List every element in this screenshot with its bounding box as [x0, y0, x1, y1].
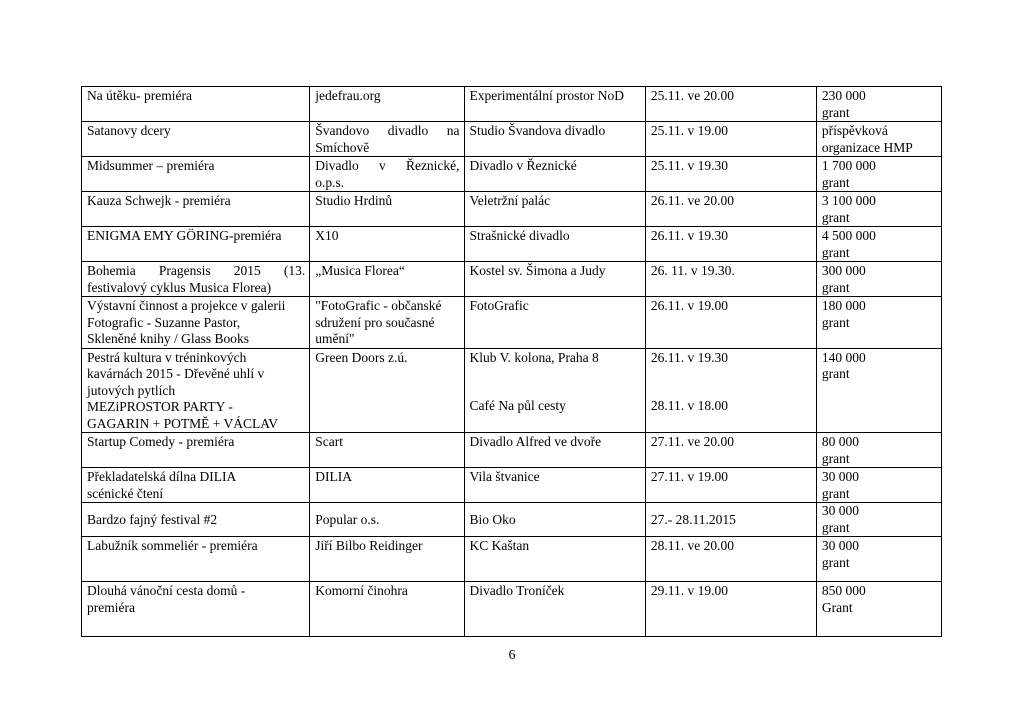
organizer: jedefrau.org — [315, 88, 381, 103]
venue-cell — [464, 503, 645, 537]
venue-cell — [464, 537, 645, 582]
amount: příspěvková — [821, 123, 888, 138]
venue: Vila štvanice — [469, 469, 540, 484]
event-name: ENIGMA EMY GÖRING-premiéra — [87, 228, 282, 243]
amount-cell — [816, 192, 941, 227]
date: 26.11. ve 20.00 — [650, 193, 735, 208]
organizer: Divadlo v Řeznické, — [315, 158, 460, 173]
date-cell — [645, 433, 816, 468]
event-name-line-2: Fotografic - Suzanne Pastor, — [87, 314, 241, 330]
venue: Bio Oko — [469, 511, 516, 527]
date-second-event: 28.11. v 18.00 — [650, 398, 729, 413]
venue-cell — [464, 348, 645, 433]
event-name: Překladatelská dílna DILIA — [87, 469, 237, 484]
table-row — [82, 433, 942, 468]
amount: 180 000 — [821, 298, 866, 313]
organizer: Jiří Bilbo Reidinger — [315, 538, 423, 553]
amount-cell — [816, 348, 941, 433]
organizer-line-2: o.p.s. — [315, 174, 345, 190]
organizer-cell — [310, 582, 464, 637]
organizer-cell — [310, 503, 464, 537]
amount-cell — [816, 537, 941, 582]
amount: 30 000 — [821, 538, 859, 553]
event-name: Výstavní činnost a projekce v galerii — [87, 298, 286, 313]
event-name-line-2: kavárnách 2015 - Dřevěné uhlí v — [87, 366, 265, 381]
event-name-cell — [82, 122, 310, 157]
table-row — [82, 122, 942, 157]
venue-cell — [464, 262, 645, 297]
amount-cell — [816, 297, 941, 349]
amount-cell — [816, 503, 941, 537]
date: 27.11. v 19.00 — [650, 469, 729, 484]
event-name: Na útěku- premiéra — [87, 88, 192, 103]
funding-type: grant — [821, 366, 850, 381]
table-row — [82, 468, 942, 503]
funding-type: grant — [821, 519, 850, 535]
venue: Kostel sv. Šimona a Judy — [469, 263, 606, 278]
venue: Divadlo v Řeznické — [469, 158, 577, 173]
funding-type: grant — [821, 244, 850, 260]
amount-cell — [816, 122, 941, 157]
table-row — [82, 537, 942, 582]
event-name-line-2: premiéra — [87, 599, 135, 615]
venue-cell — [464, 87, 645, 122]
organizer-cell — [310, 537, 464, 582]
table-row — [82, 157, 942, 192]
funding-type: grant — [821, 174, 850, 190]
amount: 30 000 — [821, 503, 859, 518]
event-name-line-3: jutových pytlích — [87, 382, 176, 398]
organizer-cell — [310, 348, 464, 433]
organizer: X10 — [315, 228, 339, 243]
amount-cell — [816, 87, 941, 122]
funding-type: grant — [821, 314, 850, 330]
amount: 30 000 — [821, 469, 859, 484]
venue: Studio Švandova divadlo — [469, 123, 606, 138]
date-cell — [645, 297, 816, 349]
date: 26.11. v 19.30 — [650, 228, 729, 243]
event-name-cell — [82, 468, 310, 503]
date: 27.- 28.11.2015 — [650, 511, 736, 527]
amount: 230 000 — [821, 88, 866, 103]
event-name-cell — [82, 157, 310, 192]
funding-type: grant — [821, 279, 850, 295]
event-name-cell — [82, 192, 310, 227]
venue: Veletržní palác — [469, 193, 551, 208]
event-name: Labužník sommeliér - premiéra — [87, 538, 258, 553]
event-name-second-event-line-2: GAGARIN + POTMĚ + VÁCLAV — [87, 415, 278, 431]
event-name-cell — [82, 537, 310, 582]
date-cell — [645, 122, 816, 157]
amount: 850 000 — [821, 583, 866, 598]
amount-cell — [816, 227, 941, 262]
amount-cell — [816, 468, 941, 503]
table-row — [82, 503, 942, 537]
event-name: Bohemia Pragensis 2015 (13. — [87, 263, 306, 278]
organizer-line-2: Smíchově — [315, 139, 370, 155]
date: 29.11. v 19.00 — [650, 583, 729, 598]
funding-type: Grant — [821, 599, 853, 615]
funding-type: grant — [821, 209, 850, 225]
events-table — [81, 86, 942, 637]
table-row — [82, 87, 942, 122]
table-row — [82, 297, 942, 349]
event-name: Kauza Schwejk - premiéra — [87, 193, 231, 208]
date-cell — [645, 348, 816, 433]
organizer: "FotoGrafic - občanské — [315, 298, 442, 313]
venue-cell — [464, 433, 645, 468]
organizer-line-3: umění" — [315, 331, 355, 346]
table-row — [82, 262, 942, 297]
table-row — [82, 192, 942, 227]
organizer: Studio Hrdinů — [315, 193, 393, 208]
event-name-cell — [82, 262, 310, 297]
date-cell — [645, 227, 816, 262]
date-cell — [645, 537, 816, 582]
organizer-cell — [310, 262, 464, 297]
table-row — [82, 227, 942, 262]
event-name: Satanovy dcery — [87, 123, 171, 138]
funding-type: organizace HMP — [821, 139, 913, 155]
organizer-cell — [310, 433, 464, 468]
event-name: Dlouhá vánoční cesta domů - — [87, 583, 246, 598]
organizer: Popular o.s. — [315, 511, 380, 527]
organizer: Komorní činohra — [315, 583, 408, 598]
amount: 3 100 000 — [821, 193, 876, 208]
venue-cell — [464, 297, 645, 349]
organizer-cell — [310, 87, 464, 122]
date-cell — [645, 192, 816, 227]
amount: 4 500 000 — [821, 228, 876, 243]
organizer: Švandovo divadlo na — [315, 123, 460, 138]
event-name-cell — [82, 582, 310, 637]
event-name-cell — [82, 227, 310, 262]
date-cell — [645, 503, 816, 537]
venue-cell — [464, 122, 645, 157]
organizer: DILIA — [315, 469, 353, 484]
amount: 80 000 — [821, 434, 859, 449]
venue: Divadlo Troníček — [469, 583, 565, 598]
venue-cell — [464, 157, 645, 192]
event-name: Pestrá kultura v tréninkových — [87, 349, 247, 365]
venue: Experimentální prostor NoD — [469, 88, 625, 103]
organizer-cell — [310, 227, 464, 262]
venue: Divadlo Alfred ve dvoře — [469, 434, 602, 449]
event-name-line-2: scénické čtení — [87, 485, 164, 501]
date-cell — [645, 262, 816, 297]
amount-cell — [816, 433, 941, 468]
date: 25.11. v 19.30 — [650, 158, 729, 173]
event-name-line-2: festivalový cyklus Musica Florea) — [87, 279, 272, 295]
organizer-cell — [310, 192, 464, 227]
amount: 1 700 000 — [821, 158, 876, 173]
amount: 140 000 — [821, 349, 866, 365]
venue: Strašnické divadlo — [469, 228, 570, 243]
venue-second-event: Café Na půl cesty — [469, 398, 566, 413]
date: 28.11. ve 20.00 — [650, 538, 735, 553]
venue: KC Kaštan — [469, 538, 530, 553]
venue: Klub V. kolona, Praha 8 — [469, 349, 599, 365]
organizer: Scart — [315, 434, 344, 449]
date-cell — [645, 582, 816, 637]
venue: FotoGrafic — [469, 298, 529, 313]
event-name-cell — [82, 297, 310, 349]
table-row — [82, 582, 942, 637]
organizer-cell — [310, 122, 464, 157]
page-number: 6 — [508, 648, 516, 663]
event-name: Midsummer – premiéra — [87, 158, 215, 173]
date: 25.11. v 19.00 — [650, 123, 729, 138]
amount: 300 000 — [821, 263, 866, 278]
event-name-line-3: Skleněné knihy / Glass Books — [87, 331, 249, 346]
organizer-cell — [310, 157, 464, 192]
event-name-cell — [82, 348, 310, 433]
funding-type: grant — [821, 485, 850, 501]
event-name-cell — [82, 503, 310, 537]
date-cell — [645, 157, 816, 192]
organizer-cell — [310, 468, 464, 503]
events-table-container — [81, 86, 942, 637]
amount-cell — [816, 582, 941, 637]
amount-cell — [816, 157, 941, 192]
venue-cell — [464, 582, 645, 637]
organizer: „Musica Florea“ — [315, 263, 405, 278]
organizer-line-2: sdružení pro současné — [315, 314, 435, 330]
organizer-cell — [310, 297, 464, 349]
event-name-cell — [82, 87, 310, 122]
funding-type: grant — [821, 554, 850, 570]
date: 27.11. ve 20.00 — [650, 434, 735, 449]
event-name: Startup Comedy - premiéra — [87, 434, 235, 449]
date-cell — [645, 87, 816, 122]
funding-type: grant — [821, 104, 850, 120]
event-name-second-event: MEZiPROSTOR PARTY - — [87, 399, 233, 414]
venue-cell — [464, 192, 645, 227]
date: 26.11. v 19.00 — [650, 298, 729, 313]
event-name-cell — [82, 433, 310, 468]
amount-cell — [816, 262, 941, 297]
venue-cell — [464, 227, 645, 262]
date: 26.11. v 19.30 — [650, 349, 729, 365]
venue-cell — [464, 468, 645, 503]
funding-type: grant — [821, 450, 850, 466]
table-row — [82, 348, 942, 433]
organizer: Green Doors z.ú. — [315, 349, 408, 365]
date-cell — [645, 468, 816, 503]
date: 25.11. ve 20.00 — [650, 88, 735, 103]
date: 26. 11. v 19.30. — [650, 263, 735, 278]
event-name: Bardzo fajný festival #2 — [87, 511, 218, 527]
